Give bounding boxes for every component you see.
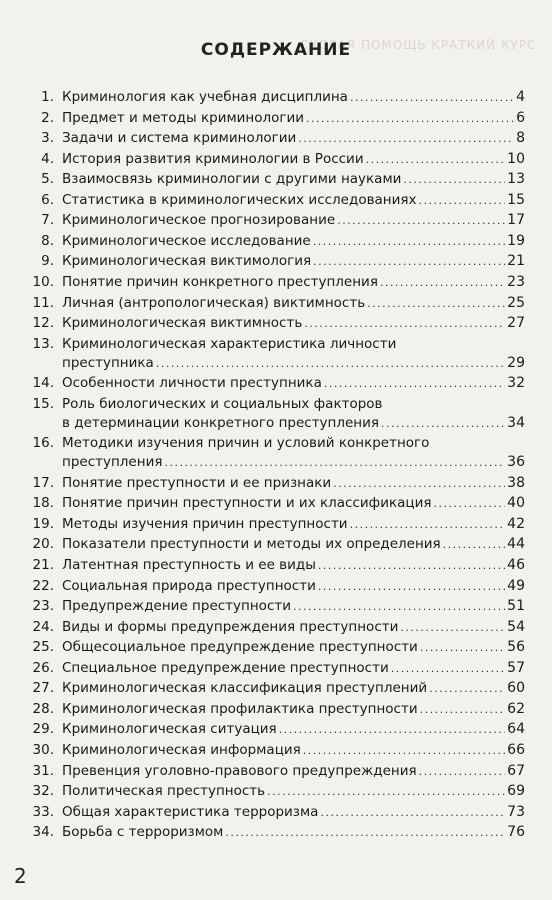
toc-entry-page: 17 [507, 212, 525, 229]
toc-entry-page: 23 [507, 273, 525, 290]
page-title: СОДЕРЖАНИЕ [200, 40, 352, 60]
toc-entry-number: 21. [32, 557, 54, 573]
dot-leader [267, 782, 505, 801]
toc-entry-title: Криминологическая виктимология [62, 253, 312, 270]
toc-entry-title: Криминологическая профилактика преступности [62, 700, 418, 717]
toc-entry-page: 6 [516, 109, 525, 126]
dot-leader [443, 535, 506, 554]
dot-leader [381, 414, 505, 433]
toc-entry-number: 32. [32, 783, 54, 800]
toc-entry-page: 76 [507, 824, 525, 841]
show-through-text: СКОРАЯ ПОМОЩЬ КРАТКИЙ КУРС [300, 38, 537, 52]
dot-leader [400, 618, 505, 637]
toc-entry-body [62, 638, 525, 657]
dot-leader [380, 273, 505, 292]
toc-entry-title: в детерминации конкретного преступления [62, 414, 380, 431]
dot-leader [318, 577, 505, 596]
toc-entry-title: Показатели преступности и методы их определения [62, 536, 441, 553]
toc-entry-body [62, 720, 525, 739]
toc-entry-body [62, 170, 525, 189]
toc-entry-page: 38 [507, 474, 525, 491]
page-number: 2 [14, 864, 27, 888]
toc-entry-body [62, 597, 525, 616]
toc-entry-title: Превенция уголовно-правового предупреждения [62, 762, 417, 779]
toc-entry-title: Задачи и система криминологии [62, 130, 297, 147]
toc-entry-body [62, 273, 525, 292]
toc-entry-body [62, 395, 525, 433]
toc-entry-title: Понятие причин преступности и их классификация [62, 495, 432, 512]
toc-entry-number: 2. [41, 109, 54, 126]
toc-entry-number: 18. [32, 495, 54, 512]
toc-entry-body [62, 474, 525, 493]
toc-entry-title: Криминологическая виктимность [62, 315, 303, 332]
toc-entry-page: 40 [507, 495, 525, 512]
toc-entry-title: Латентная преступность и ее виды [62, 557, 316, 573]
toc-entry-page: 60 [507, 680, 525, 697]
toc-entry-body [62, 803, 525, 822]
toc-entry-number: 27. [32, 680, 54, 697]
toc-entry-page: 15 [507, 191, 525, 208]
toc-entry-title: Криминологическая классификация преступлений [62, 680, 428, 697]
dot-leader [304, 314, 505, 333]
toc-entry-title: Политическая преступность [62, 783, 266, 800]
dot-leader [350, 88, 514, 107]
toc-entry-title: История развития криминологии в России [62, 150, 364, 167]
dot-leader [306, 109, 514, 128]
toc-entry-page: 54 [507, 618, 525, 635]
toc-entry-number: 16. [32, 435, 54, 452]
toc-entry-page: 21 [507, 253, 525, 270]
dot-leader [419, 762, 506, 781]
dot-leader [164, 453, 505, 472]
toc-entry-title: Общесоциальное предупреждение преступности [62, 639, 418, 656]
toc-entry-body [62, 782, 525, 801]
toc-entry-body [62, 374, 525, 393]
toc-entry-page: 46 [507, 557, 525, 573]
toc-entry-page: 57 [507, 659, 525, 676]
toc-entry-number: 10. [32, 273, 54, 290]
toc-entry-page: 4 [516, 89, 525, 105]
toc-entry-number: 9. [41, 253, 54, 270]
toc-entry-body [62, 535, 525, 554]
toc-entry-page: 56 [507, 639, 525, 656]
dot-leader [429, 679, 505, 698]
toc-entry-title: Борьба с терроризмом [62, 824, 224, 841]
toc-entry-title: Криминология как учебная дисциплина [62, 89, 348, 105]
toc-entry-body [62, 191, 525, 210]
toc-entry-body [62, 823, 525, 842]
toc-entry-number: 22. [32, 577, 54, 594]
toc-entry-title-line: Методики изучения причин и условий конкретного [62, 435, 430, 452]
toc-entry-title: Предупреждение преступности [62, 598, 291, 615]
toc-entry-body [62, 211, 525, 230]
toc-entry-page: 34 [507, 414, 525, 431]
toc-entry-title-line: Криминологическая характеристика личности [62, 335, 397, 352]
dot-leader [403, 170, 505, 189]
toc-entry-number: 1. [41, 89, 54, 105]
toc-entry-number: 5. [41, 171, 54, 188]
dot-leader [391, 659, 505, 678]
toc-entry-page: 8 [516, 130, 525, 147]
dot-leader [434, 494, 506, 513]
toc-entry-body [62, 88, 525, 107]
toc-entry-number: 8. [41, 232, 54, 249]
toc-entry-title: Специальное предупреждение преступности [62, 659, 389, 676]
toc-entry-body [62, 129, 525, 148]
toc-entry-body [62, 434, 525, 472]
toc-entry-title: Криминологическая информация [62, 741, 301, 758]
dot-leader [337, 211, 505, 230]
toc-entry-page: 32 [507, 375, 525, 392]
toc-entry-title: преступника [62, 354, 154, 371]
toc-entry-body [62, 314, 525, 333]
dot-leader [333, 474, 505, 493]
dot-leader [420, 700, 506, 719]
toc-entry-body [62, 294, 525, 313]
toc-entry-page: 29 [507, 354, 525, 371]
toc-entry-number: 23. [32, 598, 54, 615]
toc-entry-title: Личная (антропологическая) виктимность [62, 294, 366, 311]
toc-entry-number: 26. [32, 659, 54, 676]
dot-leader [225, 823, 505, 842]
toc-entry-body [62, 335, 525, 373]
toc-entry-body [62, 252, 525, 271]
toc-entry-title: Понятие преступности и ее признаки [62, 474, 332, 491]
toc-entry-title: Криминологическая ситуация [62, 721, 277, 738]
toc-entry-body [62, 700, 525, 719]
toc-entry-page: 25 [507, 294, 525, 311]
dot-leader [420, 638, 505, 657]
toc-entry-title-line: Роль биологических и социальных факторов [62, 395, 383, 412]
dot-leader [419, 191, 506, 210]
toc-entry-title: Методы изучения причин преступности [62, 515, 348, 532]
toc-entry-title: преступления [62, 454, 163, 471]
toc-entry-number: 30. [32, 741, 54, 758]
dot-leader [293, 597, 505, 616]
toc-entry-page: 62 [507, 700, 525, 717]
toc-entry-page: 67 [507, 762, 525, 779]
toc-entry-number: 29. [32, 721, 54, 738]
toc-entry-page: 64 [507, 721, 525, 738]
toc-entry-body [62, 556, 525, 575]
toc-entry-title: Предмет и методы криминологии [62, 109, 305, 126]
toc-entry-number: 33. [32, 803, 54, 820]
dot-leader [156, 354, 505, 373]
toc-entry-number: 19. [32, 515, 54, 532]
toc-entry-number: 24. [32, 618, 54, 635]
toc-entry-body [62, 679, 525, 698]
toc-entry-number: 28. [32, 700, 54, 717]
toc-entry-page: 42 [507, 515, 525, 532]
toc-entry-number: 6. [41, 191, 54, 208]
toc-entry-title: Понятие причин конкретного преступления [62, 273, 378, 290]
toc-entry-number: 13. [32, 335, 54, 352]
toc-entry-number: 31. [32, 762, 54, 779]
toc-entry-title: Виды и формы предупреждения преступности [62, 618, 399, 635]
toc-entry-title: Статистика в криминологических исследованиях [62, 191, 417, 208]
toc-entry-body [62, 659, 525, 678]
toc-entry-number: 3. [41, 130, 54, 147]
toc-entry-body [62, 577, 525, 596]
toc-entry-number: 15. [32, 395, 54, 412]
dot-leader [320, 803, 505, 822]
toc-entry-body [62, 741, 525, 760]
dot-leader [279, 720, 505, 739]
toc-entry-page: 73 [507, 803, 525, 820]
toc-entry-title: Взаимосвязь криминологии с другими науками [62, 171, 402, 188]
toc-entry-title: Криминологическое прогнозирование [62, 212, 336, 229]
toc-entry-number: 7. [41, 212, 54, 229]
toc-entry-number: 11. [32, 294, 54, 311]
toc-entry-page: 51 [507, 598, 525, 615]
dot-leader [324, 374, 505, 393]
toc-entry-number: 12. [32, 315, 54, 332]
toc-entry-body [62, 515, 525, 534]
toc-entry-page: 44 [507, 536, 525, 553]
toc-entry-page: 19 [507, 232, 525, 249]
dot-leader [318, 556, 505, 575]
toc-entry-number: 20. [32, 536, 54, 553]
toc-entry-number: 4. [41, 150, 54, 167]
dot-leader [313, 252, 505, 271]
toc-entry-page: 49 [507, 577, 525, 594]
toc-entry-page: 69 [507, 783, 525, 800]
toc-entry-title: Общая характеристика терроризма [62, 803, 319, 820]
toc-entry-body [62, 618, 525, 637]
dot-leader [350, 515, 506, 534]
toc-entry-number: 17. [32, 474, 54, 491]
dot-leader [366, 150, 506, 169]
toc-entry-page: 36 [507, 454, 525, 471]
toc-entry-title: Криминологическое исследование [62, 232, 311, 249]
toc-entry-number: 14. [32, 375, 54, 392]
toc-entry-body [62, 150, 525, 169]
toc-entry-number: 25. [32, 639, 54, 656]
toc-entry-body [62, 109, 525, 128]
toc-entry-title: Особенности личности преступника [62, 375, 322, 392]
toc-entry-body [62, 494, 525, 513]
toc-entry-page: 10 [507, 150, 525, 167]
toc-entry-page: 66 [507, 741, 525, 758]
toc-entry-body [62, 232, 525, 251]
dot-leader [303, 741, 505, 760]
toc-entry-page: 13 [507, 171, 525, 188]
toc-entry-number: 34. [32, 824, 54, 841]
dot-leader [367, 294, 505, 313]
dot-leader [298, 129, 514, 148]
toc-entry-body [62, 762, 525, 781]
toc-entry-page: 27 [507, 315, 525, 332]
dot-leader [313, 232, 505, 251]
toc-entry-title: Социальная природа преступности [62, 577, 316, 594]
